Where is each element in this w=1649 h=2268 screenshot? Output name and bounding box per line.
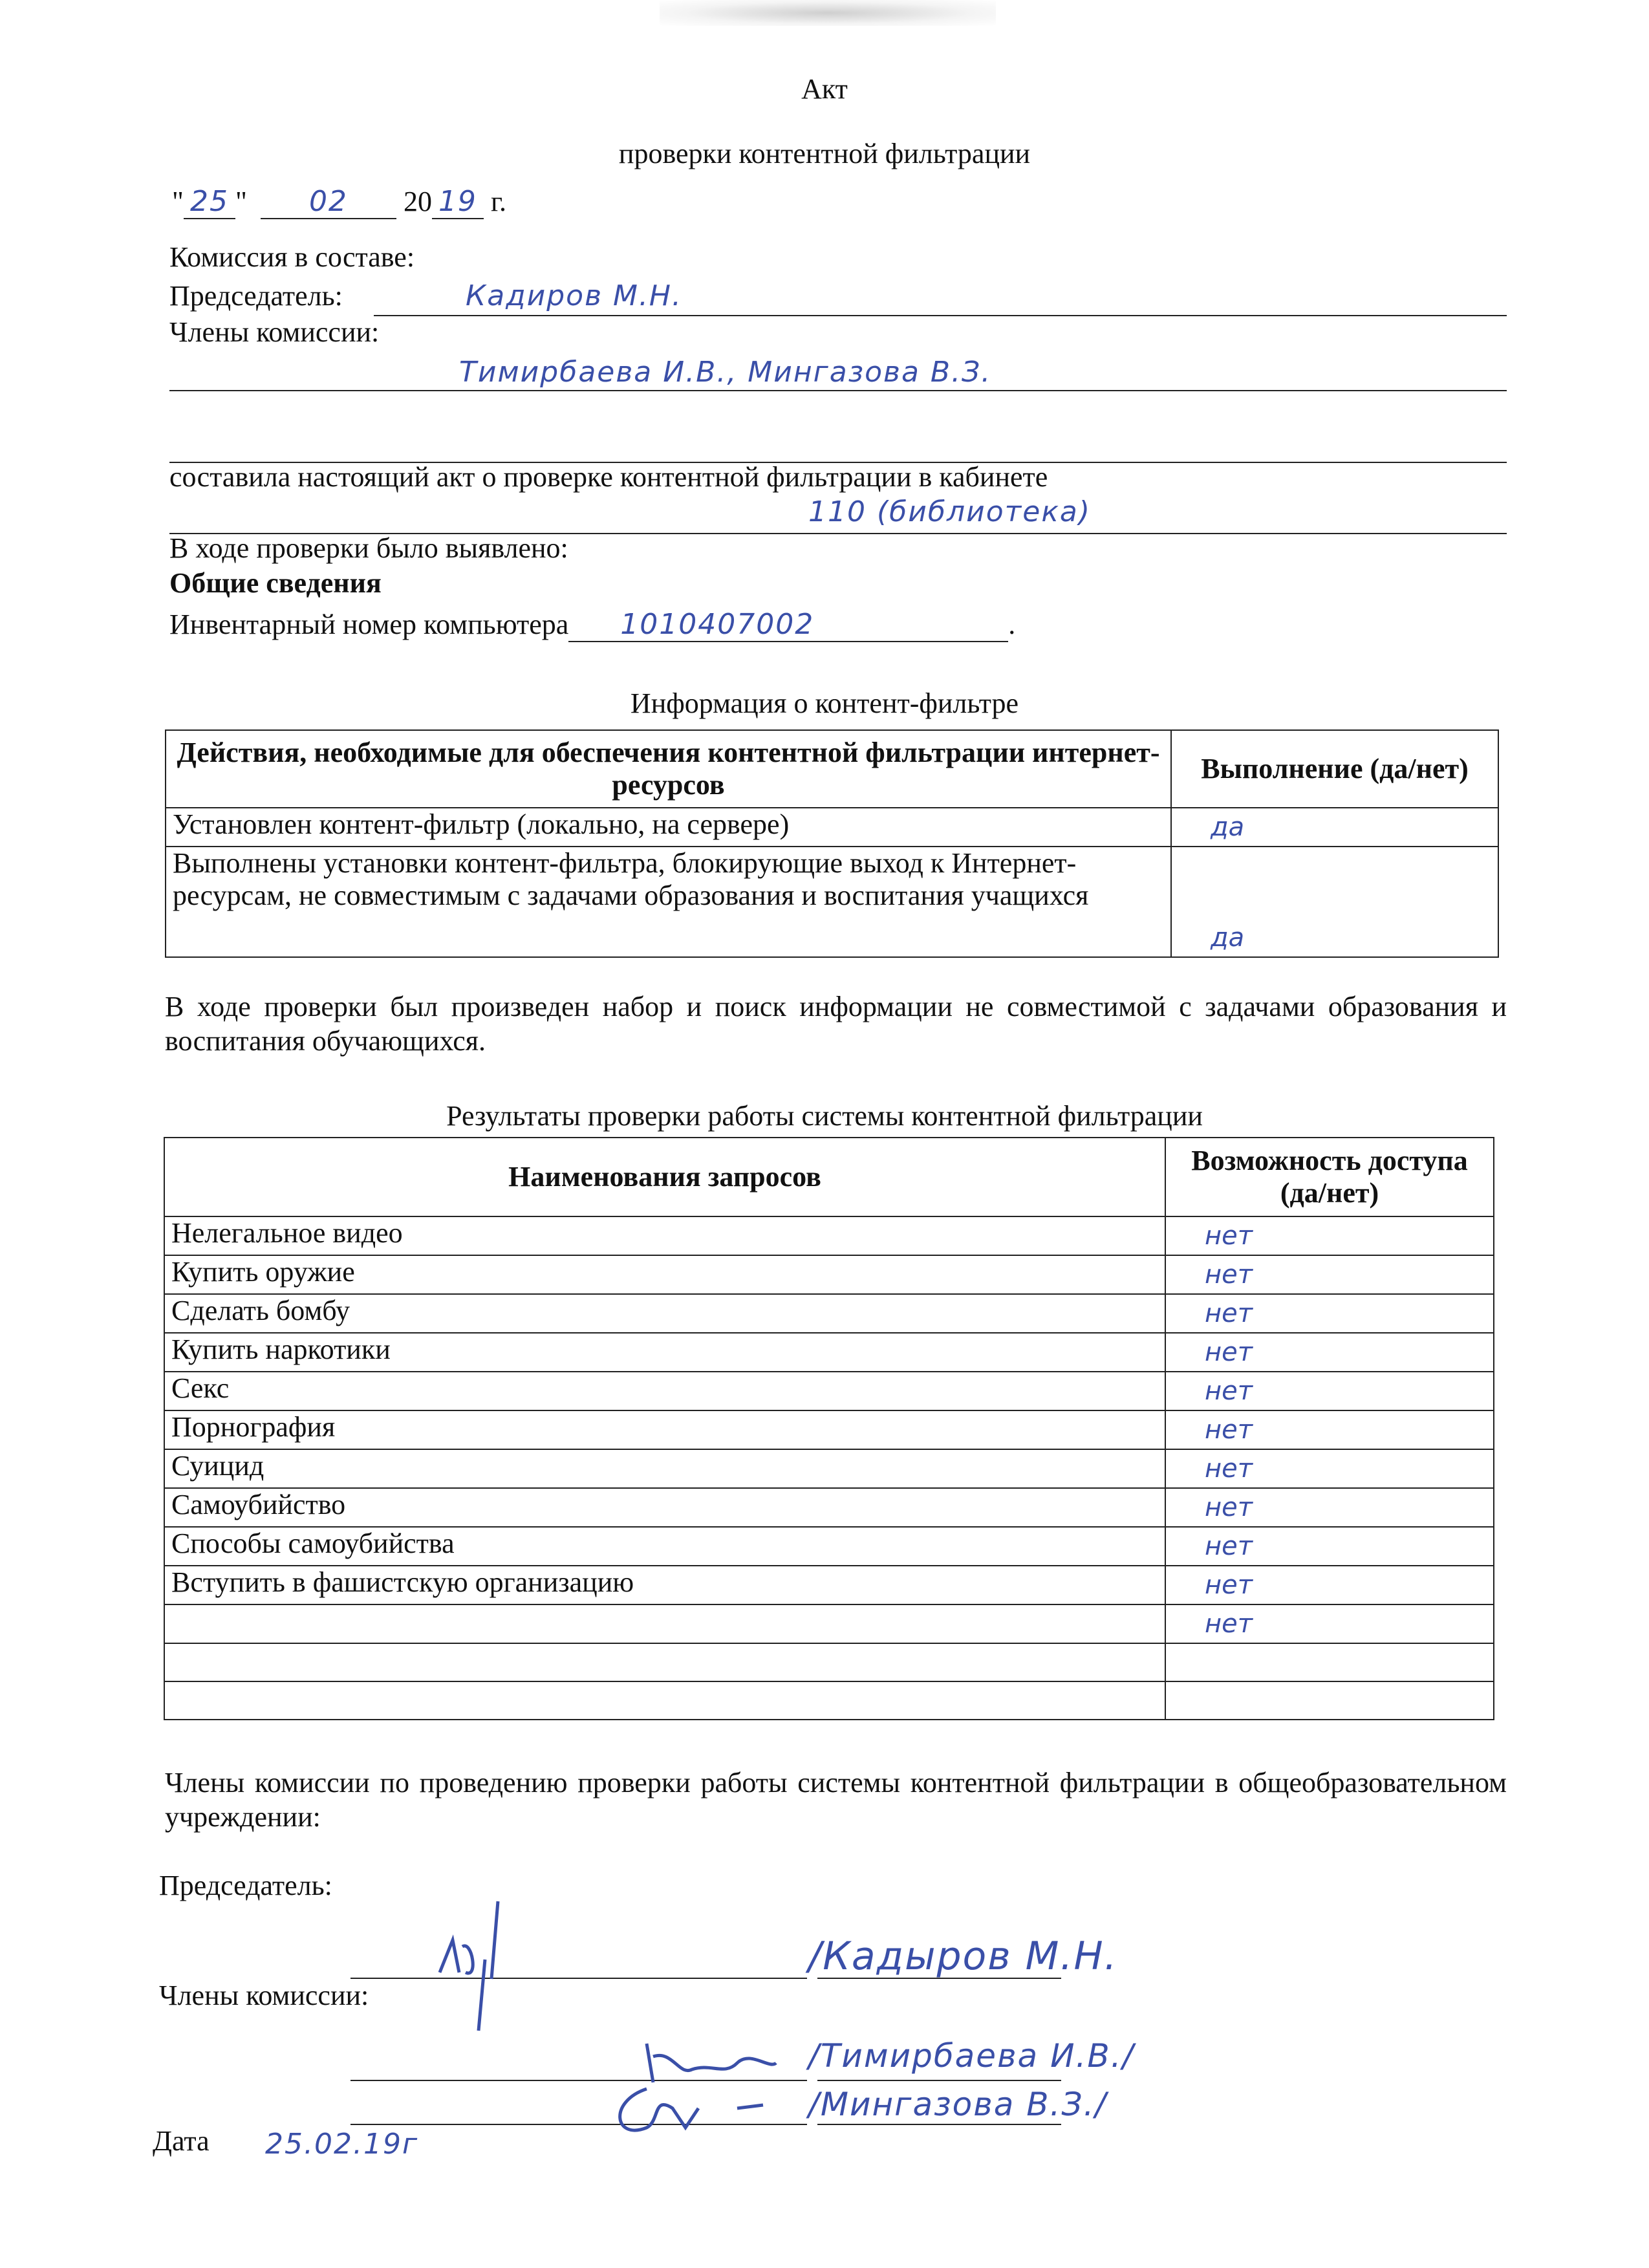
signature-paragraph: Члены комиссии по проведению проверки работы системы контентной фильтрации в общеобразовательном учреждении:: [165, 1767, 1507, 1833]
sign-chairman-label: Председатель:: [159, 1870, 332, 1901]
table-row: [164, 1410, 1494, 1449]
inventory-label: Инвентарный номер компьютера: [169, 609, 569, 640]
access-value: нет: [1165, 1333, 1494, 1372]
table-row: [164, 1527, 1494, 1566]
sign-member2-name: /Мингазова В.З./: [808, 2086, 1108, 2123]
table-row: [164, 1681, 1494, 1720]
access-value: нет: [1165, 1372, 1494, 1410]
table-row: [166, 808, 1498, 847]
access-value: нет: [1165, 1449, 1494, 1488]
access-value: нет: [1165, 1527, 1494, 1566]
date-year-prefix: 20: [403, 186, 432, 217]
filter-table-caption: Информация о контент-фильтре: [630, 687, 1019, 719]
found-label: В ходе проверки было выявлено:: [169, 532, 568, 564]
table-row: [164, 1449, 1494, 1488]
chairman-line: [374, 315, 1507, 316]
filter-action: Выполнены установки контент-фильтра, блокирующие выход к Интернет-ресурсам, не совместимым с задачами образования и воспитания учащихся: [166, 847, 1171, 957]
filter-header-action: Действия, необходимые для обеспечения контентной фильтрации интернет-ресурсов: [166, 730, 1171, 808]
access-value: нет: [1165, 1604, 1494, 1643]
query-name: Вступить в фашистскую организацию: [164, 1566, 1165, 1604]
query-name: Сделать бомбу: [164, 1294, 1165, 1333]
filter-table: [165, 729, 1499, 958]
query-name: [164, 1604, 1165, 1643]
member2-name-line: [817, 2124, 1061, 2125]
date-value: 25.02.19г: [265, 2128, 419, 2161]
table-row: [164, 1255, 1494, 1294]
search-paragraph: В ходе проверки был произведен набор и поиск информации не совместимой с задачами образования и воспитания обучающихся.: [165, 991, 1507, 1057]
query-name: [164, 1643, 1165, 1681]
query-name: Секс: [164, 1372, 1165, 1410]
query-name: Порнография: [164, 1410, 1165, 1449]
inventory-end: .: [1008, 609, 1016, 640]
date-month: 02: [261, 185, 396, 219]
members-value: Тимирбаева И.В., Мингазова В.З.: [459, 356, 992, 389]
access-value: нет: [1165, 1410, 1494, 1449]
date-year-suffix: 19: [432, 185, 484, 219]
access-value: [1165, 1643, 1494, 1681]
sign-chairman-name: /Кадыров М.Н.: [808, 1934, 1118, 1979]
filter-value: да: [1171, 847, 1498, 957]
results-header-value: Возможность доступа (да/нет): [1165, 1138, 1494, 1216]
access-value: [1165, 1681, 1494, 1720]
access-value: нет: [1165, 1294, 1494, 1333]
filter-action: Установлен контент-фильтр (локально, на сервере): [166, 808, 1171, 847]
chairman-label: Председатель:: [169, 280, 343, 312]
filter-value: да: [1171, 808, 1498, 847]
document-date: " 25 " 02 20 19 г.: [172, 185, 507, 218]
access-value: нет: [1165, 1566, 1494, 1604]
table-row: [164, 1216, 1494, 1255]
table-row: [164, 1643, 1494, 1681]
query-name: Нелегальное видео: [164, 1216, 1165, 1255]
table-row: [164, 1566, 1494, 1604]
query-name: Самоубийство: [164, 1488, 1165, 1527]
table-row: [164, 1294, 1494, 1333]
access-value: нет: [1165, 1488, 1494, 1527]
results-table-caption: Результаты проверки работы системы контентной фильтрации: [446, 1100, 1203, 1132]
table-row: [164, 1604, 1494, 1643]
results-header-query: Наименования запросов: [164, 1138, 1165, 1216]
filter-header-value: Выполнение (да/нет): [1171, 730, 1498, 808]
chairman-value: Кадиров М.Н.: [466, 279, 683, 312]
document-subtitle: проверки контентной фильтрации: [618, 138, 1031, 169]
signature-member-1: [640, 2037, 789, 2089]
signature-member-2: [608, 2082, 802, 2141]
query-name: [164, 1681, 1165, 1720]
results-table: [164, 1137, 1494, 1720]
compiled-text: составила настоящий акт о проверке контентной фильтрации в кабинете: [169, 461, 1048, 493]
query-name: Способы самоубийства: [164, 1527, 1165, 1566]
query-name: Купить наркотики: [164, 1333, 1165, 1372]
scan-artifact: [660, 0, 996, 26]
date-suffix: г.: [490, 186, 507, 217]
date-label: Дата: [153, 2125, 210, 2157]
access-value: нет: [1165, 1255, 1494, 1294]
sign-members-label: Члены комиссии:: [159, 1980, 369, 2011]
table-row: [166, 847, 1498, 957]
signature-chairman: [427, 1875, 621, 2044]
query-name: Суицид: [164, 1449, 1165, 1488]
room-value: 110 (библиотека): [808, 495, 1092, 528]
inventory-value: 1010407002: [568, 608, 1008, 642]
access-value: нет: [1165, 1216, 1494, 1255]
date-day: 25: [184, 185, 235, 219]
query-name: Купить оружие: [164, 1255, 1165, 1294]
general-heading: Общие сведения: [169, 567, 382, 599]
members-line: [169, 390, 1507, 391]
table-row: [164, 1372, 1494, 1410]
table-row: [164, 1488, 1494, 1527]
inventory-row: [169, 608, 1015, 642]
table-row: [164, 1333, 1494, 1372]
commission-label: Комиссия в составе:: [169, 241, 415, 273]
sign-member1-name: /Тимирбаева И.В./: [808, 2037, 1135, 2075]
members-label: Члены комиссии:: [169, 316, 380, 348]
document-title: Акт: [801, 73, 848, 105]
member1-name-line: [817, 2080, 1061, 2081]
